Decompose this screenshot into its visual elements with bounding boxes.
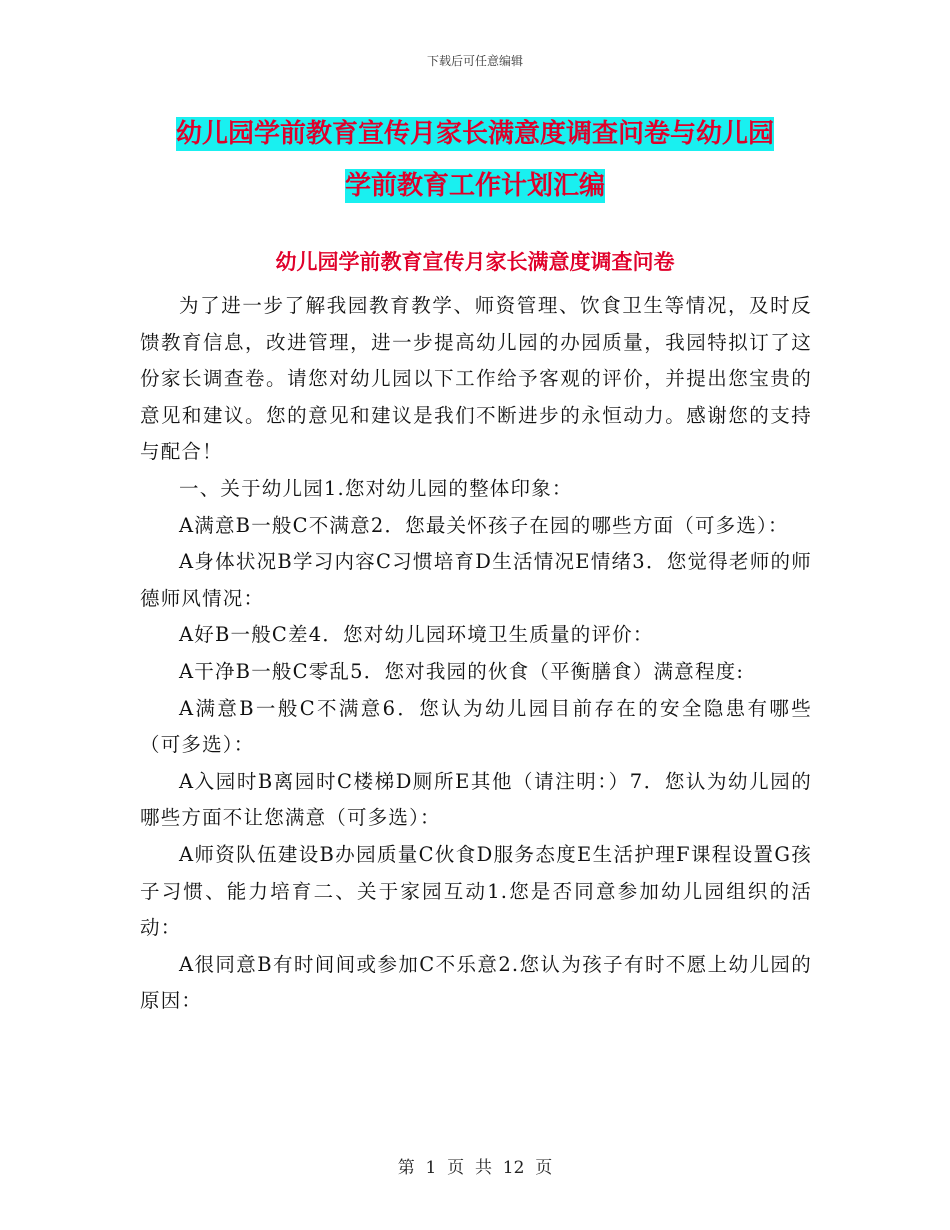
header-note: 下载后可任意编辑 — [426, 54, 523, 68]
survey-body — [140, 288, 812, 1020]
paragraph-question-9: A很同意B有时间间或参加C不乐意2.您认为孩子有时不愿上幼儿园的原因： — [140, 952, 812, 1013]
paragraph-question-7: A入园时B离园时C楼梯D厕所E其他（请注明：）7．您认为幼儿园的哪些方面不让您满意（可多选）： — [140, 769, 812, 830]
paragraph-question-8: A师资队伍建设B办园质量C伙食D服务态度E生活护理F课程设置G孩子习惯、能力培育二、关于家园互动1.您是否同意参加幼儿园组织的活动： — [140, 842, 812, 940]
document-title-line2: 学前教育工作计划汇编 — [344, 171, 605, 201]
paragraph-question-2: A满意B一般C不满意2．您最关怀孩子在园的哪些方面（可多选）： — [179, 513, 789, 537]
document-title-line1: 幼儿园学前教育宣传月家长满意度调查问卷与幼儿园 — [175, 119, 774, 149]
paragraph-question-5: A干净B一般C零乱5．您对我园的伙食（平衡膳食）满意程度: — [179, 659, 745, 683]
document-title — [140, 108, 810, 212]
paragraph-question-3: A身体状况B学习内容C习惯培育D生活情况E情绪3．您觉得老师的师德师风情况： — [140, 550, 812, 610]
page-footer: 第 1 页 共 12 页 — [397, 1158, 553, 1178]
paragraph-question-4: A好B一般C差4．您对幼儿园环境卫生质量的评价： — [179, 623, 654, 647]
paragraph-question-6: A满意B一般C不满意6．您认为幼儿园目前存在的安全隐患有哪些（可多选）： — [140, 696, 812, 757]
paragraph-intro: 为了进一步了解我园教育教学、师资管理、饮食卫生等情况，及时反馈教育信息，改进管理，进一步提高幼儿园的办园质量，我园特拟订了这份家长调查卷。请您对幼儿园以下工作给予客观的评价，并提出您宝贵的意见和建议。您的意见和建议是我们不断进步的永恒动力。感谢您的支持与配合！ — [140, 294, 812, 464]
paragraph-question-1: 一、关于幼儿园1.您对幼儿园的整体印象： — [179, 476, 573, 500]
section-title: 幼儿园学前教育宣传月家长满意度调查问卷 — [275, 250, 675, 274]
